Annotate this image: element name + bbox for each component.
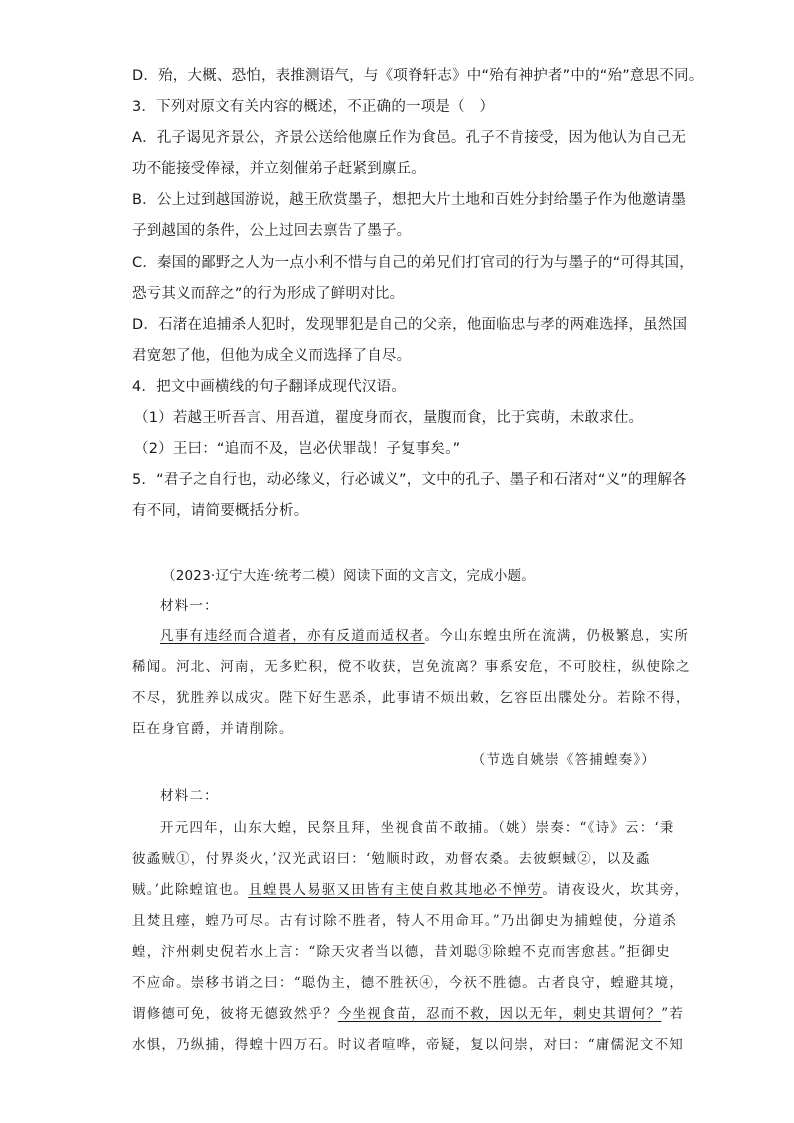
- q3-option-c-line2: 恐亏其义而辞之”的行为形成了鲜明对比。: [132, 286, 405, 302]
- material-one-line4: 臣在身官爵，并请削除。: [132, 721, 294, 737]
- material-two-line5: 蝗，汴州刺史倪若水上言：“除天灾者当以德，昔刘聪③除蝗不克而害愈甚。”拒御史: [132, 944, 671, 960]
- material-two-label: 材料二：: [160, 788, 219, 804]
- q3-stem: 3．下列对原文有关内容的概述，不正确的一项是（ ）: [132, 99, 495, 115]
- material-one-line1: [160, 626, 689, 646]
- section-heading: （2023·辽宁大连·统考二模）阅读下面的文言文，完成小题。: [162, 568, 535, 584]
- q3-option-c-line1: C．秦国的鄙野之人为一点小利不惜与自己的弟兄们打官司的行为与墨子的“可得其国，: [132, 255, 694, 271]
- material-two-line3-start: 贼。’此除蝗谊也。: [132, 882, 249, 898]
- q3-option-b-line1: B．公上过到越国游说，越王欣赏墨子，想把大片土地和百姓分封给墨子作为他邀请墨: [132, 192, 687, 208]
- material-two-line7: [132, 1004, 684, 1024]
- q3-option-a-line1: A．孔子谒见齐景公，齐景公送给他廪丘作为食邑。孔子不肯接受，因为他认为自己无: [132, 130, 687, 146]
- underlined-sentence: 凡事有违经而合道者，亦有反道而适权者: [160, 628, 425, 644]
- material-one-source: （节选自姚崇《答捕蝗奏》）: [471, 752, 656, 768]
- q3-option-d-line1: D．石渚在追捕杀人犯时，发现罪犯是自己的父亲，他面临忠与孝的两难选择，虽然国: [132, 317, 688, 333]
- material-two-line3-end: 。请夜设火，坎其旁，: [542, 882, 690, 898]
- material-two-line6: 不应命。崇移书诮之曰：“聪伪主，德不胜祆④，今祆不胜德。古者良守，蝗避其境，: [132, 975, 685, 991]
- material-one-line2: 稀闻。河北、河南，无多贮积，傥不收获，岂免流离？事系安危，不可胶柱，纵使除之: [132, 659, 691, 675]
- material-two-line7-start: 谓修德可免，彼将无德致然乎？: [132, 1006, 338, 1022]
- material-two-line3: [132, 880, 689, 900]
- material-one-line1-rest: 。今山东蝗虫所在流满，仍极繁息，实所: [424, 628, 690, 644]
- q4-sentence-1: （1）若越王听吾言、用吾道，翟度身而衣，量腹而食，比于宾萌，未敢求仕。: [134, 410, 644, 426]
- q3-option-d-line2: 君宽恕了他，但他为成全义而选择了自尽。: [132, 348, 412, 364]
- q3-option-a-line2: 功不能接受俸禄，并立刻催弟子赶紧到廪丘。: [132, 161, 426, 177]
- q5-stem-line2: 有不同，请简要概括分析。: [132, 503, 309, 519]
- underlined-sentence: 且蝗畏人易驱又田皆有主使自救其地必不惮劳: [248, 882, 543, 898]
- q2-option-d: D．殆，大概、恐怕，表推测语气，与《项脊轩志》中“殆有神护者”中的“殆”意思不同。: [132, 68, 704, 84]
- material-one-label: 材料一：: [160, 598, 219, 614]
- material-two-line1: 开元四年，山东大蝗，民祭且拜，坐视食苗不敢捕。（姚）崇奏：“《诗》云：‘秉: [160, 820, 675, 836]
- material-two-line4: 且焚且瘗，蝗乃可尽。古有讨除不胜者，特人不用命耳。”乃出御史为捕蝗使，分道杀: [132, 913, 678, 929]
- material-two-line2: 彼蟊贼①，付界炎火，’汉光武诏曰：‘勉顺时政，劝督农桑。去彼螟蜮②，以及蟊: [132, 851, 651, 867]
- q4-stem: 4．把文中画横线的句子翻译成现代汉语。: [132, 379, 407, 395]
- q3-option-b-line2: 子到越国的条件，公上过回去禀告了墨子。: [132, 223, 412, 239]
- material-two-line8: 水惧，乃纵捕，得蝗十四万石。时议者喧哗，帝疑，复以问崇，对曰：“庸儒泥文不知: [132, 1037, 685, 1053]
- underlined-sentence: 今坐视食苗，忍而不救，因以无年，刺史其谓何？: [337, 1006, 662, 1022]
- material-one-line3: 不尽，犹胜养以成灾。陛下好生恶杀，此事请不烦出敕，乞容臣出牒处分。若除不得，: [132, 690, 691, 706]
- material-two-line7-end: ”若: [661, 1006, 685, 1022]
- q4-sentence-2: （2）王曰：“追而不及，岂必伏罪哉！子复事矣。”: [134, 441, 461, 457]
- q5-stem-line1: 5．“君子之自行也，动必缘义，行必诚义”，文中的孔子、墨子和石渚对“义”的理解各: [132, 472, 687, 488]
